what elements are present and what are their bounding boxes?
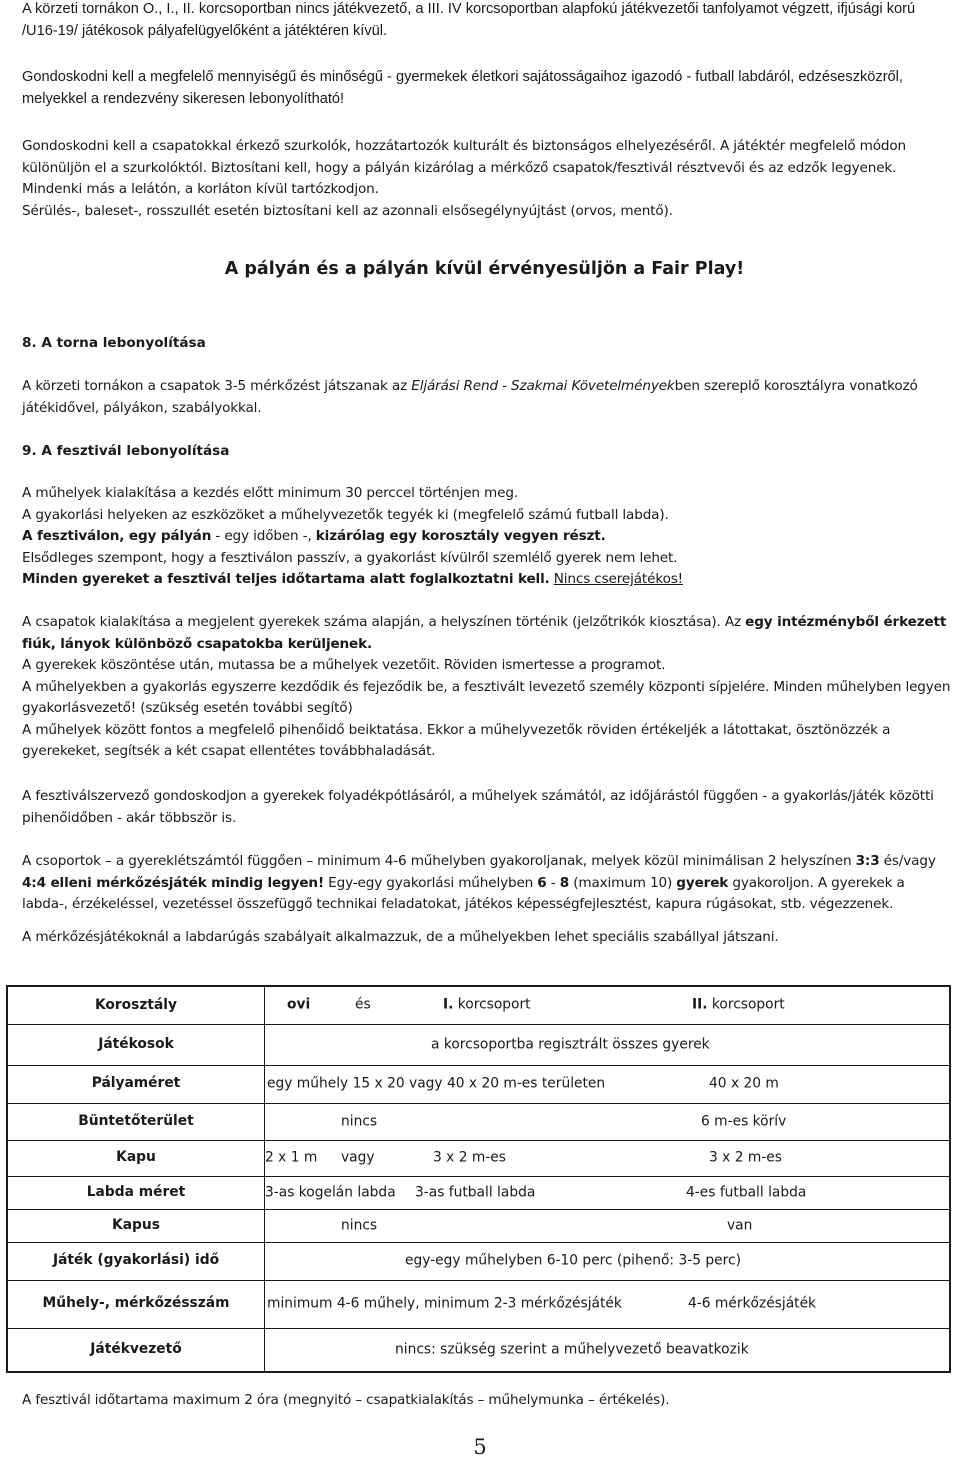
section-8-text: A körzeti tornákon a csapatok 3-5 mérkőzést játszanak az Eljárási Rend - Szakmai Követelményekben szereplő korosztályra vonatkozó játékidővel, pályákon, szabályokkal.	[22, 378, 918, 416]
table-value: minimum 4-6 műhely, minimum 2-3 mérkőzésjáték 4-6 mérkőzésjáték	[265, 1280, 951, 1328]
table-row-buntetoterulet	[7, 1103, 950, 1140]
paragraph-referees: A körzeti tornákon O., I., II. korcsoportban nincs játékvezető, a III. IV korcsoportban alapfokú játékvezetői tanfolyamot végzett, ifjúsági korú /U16-19/ játékosok pályafelügyelőként a játéktéren kívül.	[22, 1, 916, 39]
section-9-groups: A csoportok – a gyereklétszámtól függően – minimum 4-6 műhelyben gyakoroljanak, melyek közül minimálisan 2 helyszínen 3:3 és/vagy 4:4 elleni mérkőzésjáték mindig legyen! Egy-egy gyakorlási műhelyben 6 - 8 (maximum 10) gyerek gyakoroljon. A gyerekek a labda-, érzékeléssel, vezetéssel összefüggő technikai feladatokat, játékos képességfejlesztést, kapura rúgásokat, stb. végezzenek.	[22, 853, 936, 912]
fair-play-heading: A pályán és a pályán kívül érvényesüljön a Fair Play!	[224, 259, 745, 279]
table-label: Pályaméret	[7, 1065, 265, 1103]
table-row-palyameret	[7, 1065, 950, 1103]
section-9-teams: A csapatok kialakítása a megjelent gyerekek száma alapján, a helyszínen történik (jelzőtrikók kiosztása). Az egy intézményből érkezett fiúk, lányok különböző csapatokba kerüljenek. A gyerekek köszöntése után, mutassa be a műhelyek vezetőit. Röviden ismertesse a programot. A műhelyekben a gyakorlás egyszerre kezdődik és fejeződik be, a fesztivált levezető személy központi sípjelére. Minden műhelyben legyen gyakorlásvezető! (szükség esetén további segítő) A műhelyek között fontos a megfelelő pihenőidő beiktatása. Ekkor a műhelyvezetők röviden értékeljék a látottakat, ösztönözzék a gyerekeket, segítsék a két csapat ellentétes továbbhaladását.	[22, 614, 951, 759]
table-label: Kapu	[7, 1140, 265, 1176]
paragraph-balls: Gondoskodni kell a megfelelő mennyiségű és minőségű - gyermekek életkori sajátosságaihoz igazodó - futball labdáról, edzéseszközről, melyekkel a rendezvény sikeresen lebonyolítható!	[22, 69, 903, 107]
table-row-jatekido	[7, 1242, 950, 1280]
age-group-table	[6, 985, 951, 1373]
table-label: Labda méret	[7, 1176, 265, 1209]
table-label: Korosztály	[7, 986, 265, 1024]
table-value: egy műhely 15 x 20 vagy 40 x 20 m-es területen 40 x 20 m	[265, 1065, 951, 1103]
festival-duration-note: A fesztivál időtartama maximum 2 óra (megnyitó – csapatkialakítás – műhelymunka – értékelés).	[22, 1392, 670, 1408]
section-8-heading: 8. A torna lebonyolítása	[22, 335, 206, 351]
table-row-kapu	[7, 1140, 950, 1176]
table-value: egy-egy műhelyben 6-10 perc (pihenő: 3-5 perc)	[265, 1242, 951, 1280]
section-9-hydration: A fesztiválszervező gondoskodjon a gyerekek folyadékpótlásáról, a műhelyek számától, az időjárástól függően - a gyakorlás/játék közötti pihenőidőben - akár többször is.	[22, 788, 934, 826]
table-value: 2 x 1 m vagy 3 x 2 m-es 3 x 2 m-es	[265, 1140, 951, 1176]
table-value: nincs 6 m-es körív	[265, 1103, 951, 1140]
table-row-jatekvezeto	[7, 1328, 950, 1372]
table-row-korosztaly	[7, 986, 950, 1024]
table-row-kapus	[7, 1209, 950, 1242]
table-row-muhely	[7, 1280, 950, 1328]
page-number: 5	[473, 1435, 487, 1459]
paragraph-spectators: Gondoskodni kell a csapatokkal érkező szurkolók, hozzátartozók kulturált és biztonságos elhelyezéséről. A játéktér megfelelő módon különüljön el a szurkolóktól. Biztosítani kell, hogy a pályán kizárólag a mérkőző csapatok/fesztivál résztvevői és az edzők legyenek. Mindenki más a lelátón, a korláton kívül tartózkodjon. Sérülés-, baleset-, rosszullét esetén biztosítani kell az azonnali elsősegélynyújtást (orvos, mentő).	[22, 138, 907, 219]
table-row-jatekosok	[7, 1024, 950, 1065]
table-label: Játék (gyakorlási) idő	[7, 1242, 265, 1280]
table-label: Játékvezető	[7, 1328, 265, 1372]
first-aid-text: Sérülés-, baleset-, rosszullét esetén biztosítani kell az azonnali elsősegélynyújtást (orvos, mentő).	[22, 202, 673, 219]
section-9-heading: 9. A fesztivál lebonyolítása	[22, 443, 230, 459]
table-row-labda	[7, 1176, 950, 1209]
section-9-rules: A műhelyek kialakítása a kezdés előtt minimum 30 perccel történjen meg. A gyakorlási helyeken az eszközöket a műhelyvezetők tegyék ki (megfelelő számú futball labda). A fesztiválon, egy pályán - egy időben -, kizárólag egy korosztály vegyen részt. Elsődleges szempont, hogy a fesztiválon passzív, a gyakorlást kívülről szemlélő gyerek nem lehet. Minden gyereket a fesztivál teljes időtartama alatt foglalkoztatni kell. Nincs cserejátékos!	[22, 485, 683, 587]
table-value: a korcsoportba regisztrált összes gyerek	[265, 1024, 951, 1065]
table-label: Műhely-, mérkőzésszám	[7, 1280, 265, 1328]
table-label: Játékosok	[7, 1024, 265, 1065]
table-value: nincs: szükség szerint a műhelyvezető beavatkozik	[265, 1328, 951, 1372]
section-9-rules-note: A mérkőzésjátékoknál a labdarúgás szabályait alkalmazzuk, de a műhelyekben lehet speciális szabállyal játszani.	[22, 929, 779, 945]
table-label: Büntetőterület	[7, 1103, 265, 1140]
table-value: ovi és I. korcsoport II. korcsoport	[265, 986, 951, 1024]
table-label: Kapus	[7, 1209, 265, 1242]
table-value: nincs van	[265, 1209, 951, 1242]
table-value: 3-as kogelán labda 3-as futball labda 4-es futball labda	[265, 1176, 951, 1209]
